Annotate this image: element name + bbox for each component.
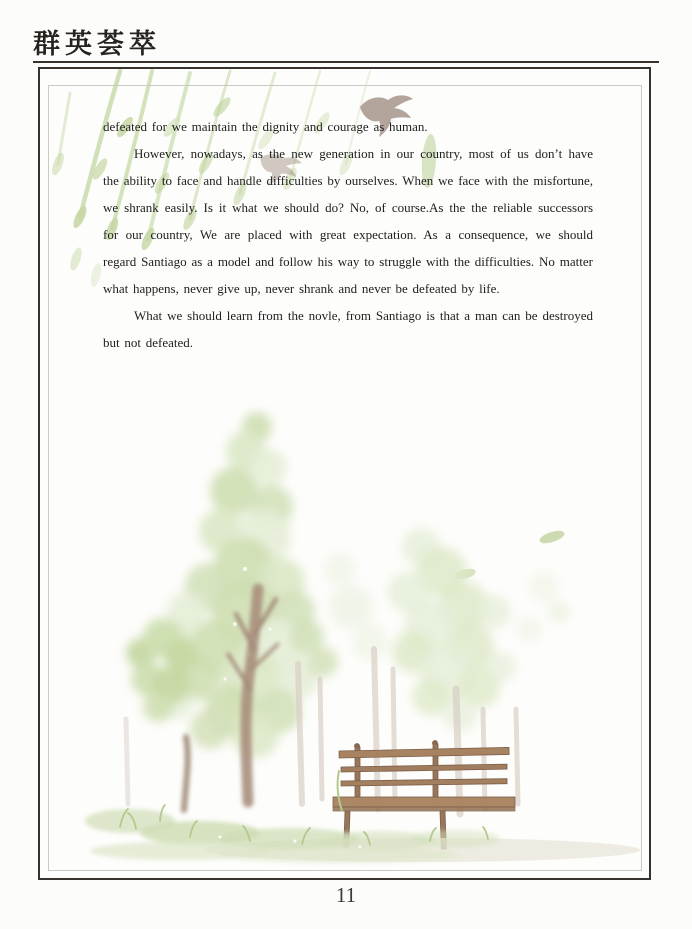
tree-canopies xyxy=(126,412,570,758)
essay-paragraph: However, nowadays, as the new generation in our country, most of us don’t have the ability to face and handle difficulties by ourselves. When we face with the misfortune, we shrank easily. Is it what we should do? No, of course.As the the reliable successors for our country, We are placed with great expectation. As a consequence, we should regard Santiago as a model and follow his way to struggle with the difficulties. No matter what happens, never give up, never shrank and never be defeated by life. xyxy=(103,146,593,296)
content-frame xyxy=(38,67,651,880)
essay-paragraph: defeated for we maintain the dignity and courage as human. xyxy=(103,119,428,134)
page-number: 11 xyxy=(335,883,357,907)
essay-text xyxy=(103,113,593,356)
essay-paragraph: What we should learn from the novle, from Santiago is that a man can be destroyed but not defeated. xyxy=(103,308,593,350)
page-title: 群英荟萃 xyxy=(33,29,161,59)
title-rule xyxy=(33,61,659,63)
